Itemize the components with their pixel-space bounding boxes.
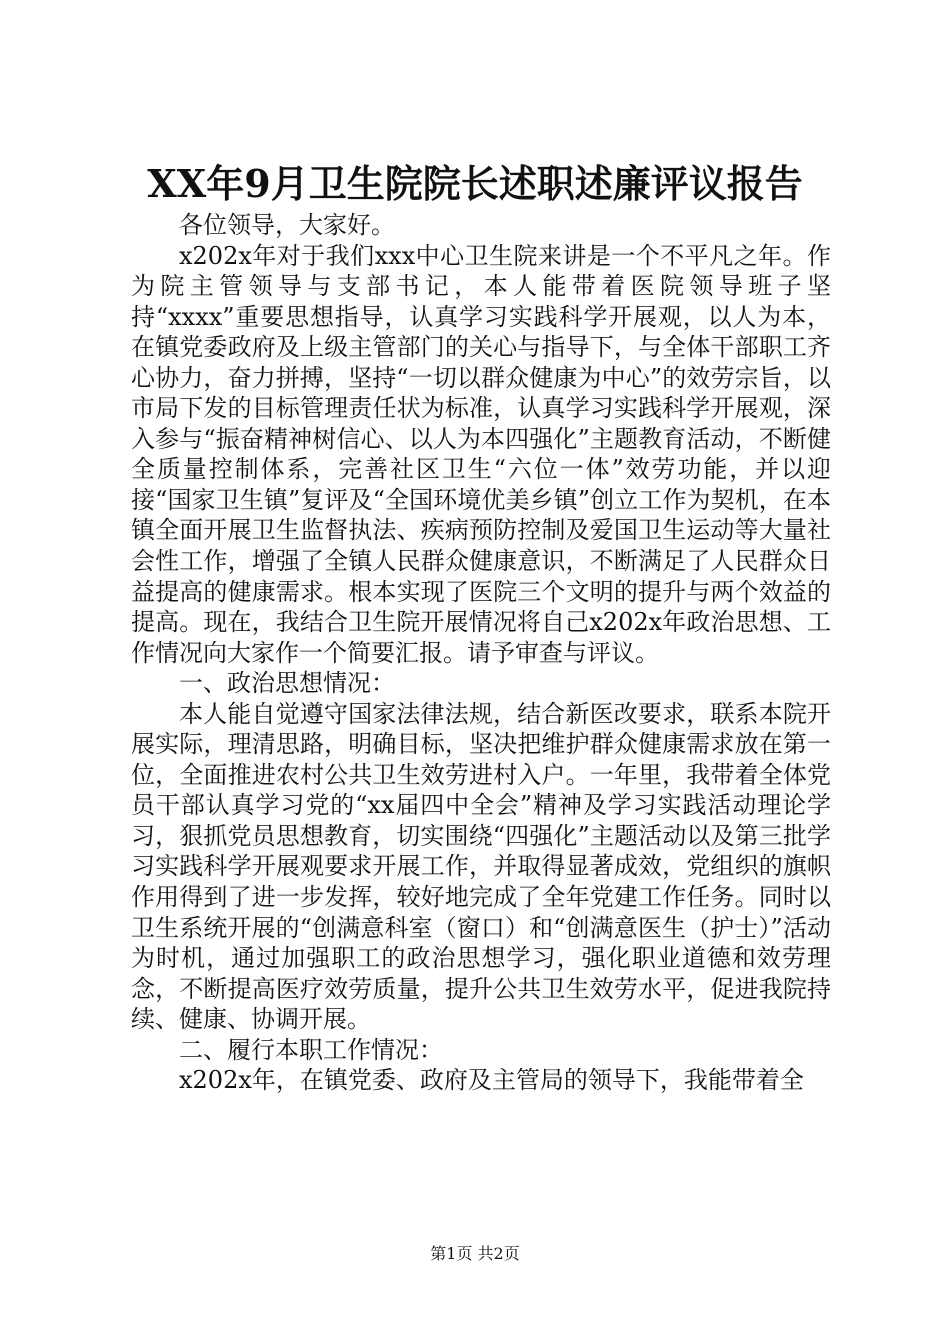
section-heading-duties: 二、履行本职工作情况：: [179, 1035, 443, 1064]
section-heading-political: 一、政治思想情况：: [179, 669, 395, 698]
paragraph-political: 本人能自觉遵守国家法律法规，结合新医改要求，联系本院开展实际，理清思路，明确目标，坚决把维护群众健康需求放在第一位，全面推进农村公共卫生效劳进村入户。一年里，我带着全体党员干部认真学习党的“xx届四中全会”精神及学习实践活动理论学习，狠抓党员思想教育，切实围绕“四强化”主题活动以及第三批学习实践科学开展观要求开展工作，并取得显著成效，党组织的旗帜作用得到了进一步发挥，较好地完成了全年党建工作任务。同时以卫生系统开展的“创满意科室（窗口）和“创满意医生（护士）”活动为时机，通过加强职工的政治思想学习，强化职业道德和效劳理念，不断提高医疗效劳质量，提升公共卫生效劳水平，促进我院持续、健康、协调开展。: [131, 699, 831, 1034]
document-body: [131, 210, 831, 1096]
paragraph-duties: x202x年，在镇党委、政府及主管局的领导下，我能带着全: [179, 1066, 804, 1095]
paragraph-greeting: 各位领导，大家好。: [179, 211, 395, 239]
paragraph-intro: x202x年对于我们xxx中心卫生院来讲是一个不平凡之年。作为院主管领导与支部书记，本人能带着医院领导班子坚持“xxxx”重要思想指导，认真学习实践科学开展观，以人为本，在镇党委政府及上级主管部门的关心与指导下，与全体干部职工齐心协力，奋力拼搏，坚持“一切以群众健康为中心”的效劳宗旨，以市局下发的目标管理责任状为标准，认真学习实践科学开展观，深入参与“振奋精神树信心、以人为本四强化”主题教育活动，不断健全质量控制体系，完善社区卫生“六位一体”效劳功能，并以迎接“国家卫生镇”复评及“全国环境优美乡镇”创立工作为契机，在本镇全面开展卫生监督执法、疾病预防控制及爱国卫生运动等大量社会性工作，增强了全镇人民群众健康意识，不断满足了人民群众日益提高的健康需求。根本实现了医院三个文明的提升与两个效益的提高。现在，我结合卫生院开展情况将自己x202x年政治思想、工作情况向大家作一个简要汇报。请予审查与评议。: [131, 241, 831, 667]
page-footer: 第1页 共2页: [430, 1244, 520, 1263]
document-title: XX年9月卫生院院长述职述廉评议报告: [147, 161, 803, 206]
